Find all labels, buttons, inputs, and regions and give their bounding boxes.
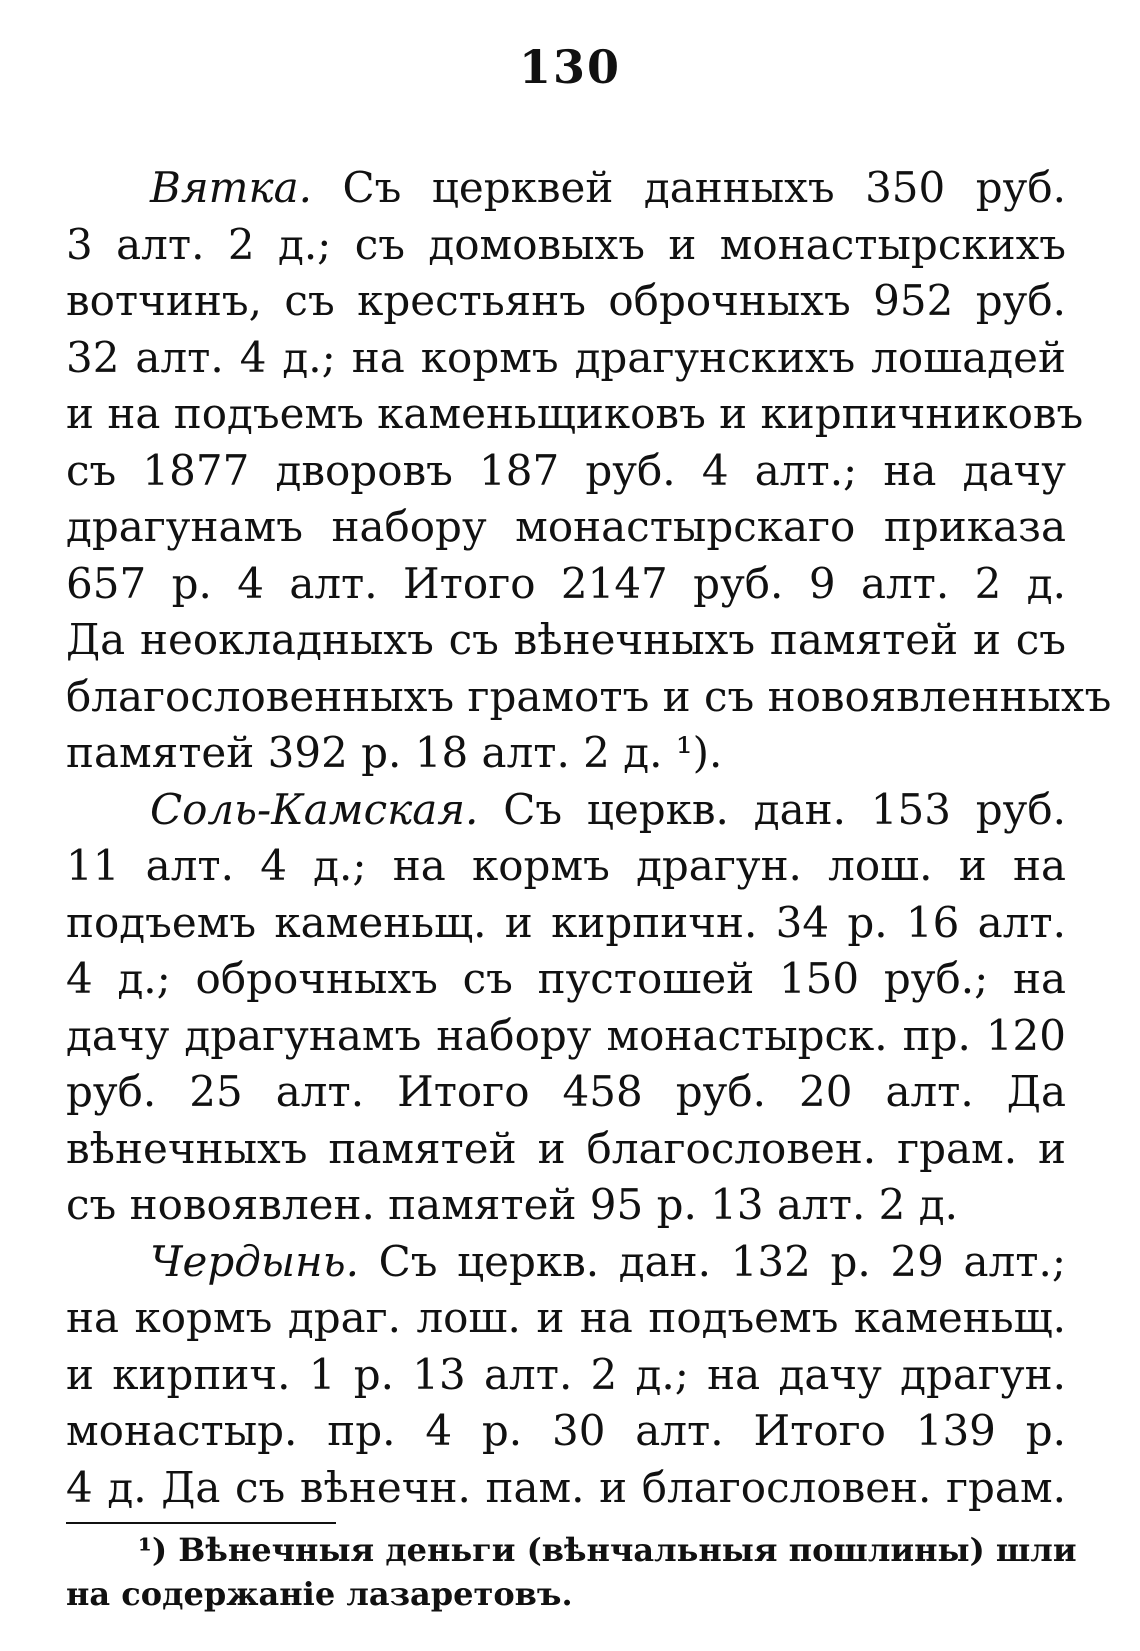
text-line: и на подъемъ каменьщиковъ и кирпичниковъ xyxy=(66,389,1084,438)
text-line: руб. 25 алт. Итого 458 руб. 20 алт. Да xyxy=(66,1067,1066,1116)
page-number: 130 xyxy=(518,40,622,94)
footnote-divider xyxy=(66,1522,336,1524)
text-line: съ 1877 дворовъ 187 руб. 4 алт.; на дачу xyxy=(66,445,1066,495)
place-name-cherdyn: Чердынь. xyxy=(150,1236,359,1286)
text-line: Вятка. Съ церквей данныхъ 350 руб. xyxy=(150,163,1066,212)
text-line: 4 д.; оброчныхъ съ пустошей 150 руб.; на xyxy=(66,954,1066,1003)
text-line: драгунамъ набору монастырскаго приказа xyxy=(66,502,1066,551)
footnote-line: на содержаніе лазаретовъ. xyxy=(66,1575,573,1613)
text-line: 3 алт. 2 д.; съ домовыхъ и монастырскихъ xyxy=(66,219,1066,269)
body-text xyxy=(66,160,1112,1516)
text-line: съ новоявлен. памятей 95 р. 13 алт. 2 д. xyxy=(66,1180,958,1229)
text-line: монастыр. пр. 4 р. 30 алт. Итого 139 р. xyxy=(66,1406,1066,1455)
text-line: благословенныхъ грамотъ и съ новоявленныхъ xyxy=(66,671,1112,721)
text-line: Соль-Камская. Съ церкв. дан. 153 руб. xyxy=(150,784,1066,834)
text-line: и кирпич. 1 р. 13 алт. 2 д.; на дачу драгун. xyxy=(66,1349,1066,1399)
text-line: Чердынь. Съ церкв. дан. 132 р. 29 алт.; xyxy=(150,1236,1066,1286)
text-line: памятей 392 р. 18 алт. 2 д. ¹). xyxy=(66,728,723,777)
text-line: 11 алт. 4 д.; на кормъ драгун. лош. и на xyxy=(66,841,1066,890)
text-line: Да неокладныхъ съ вѣнечныхъ памятей и съ xyxy=(66,615,1066,664)
place-name-sol-kamskaya: Соль-Камская. xyxy=(150,784,479,834)
footnote-line: ¹) Вѣнечныя деньги (вѣнчальныя пошлины) шли xyxy=(138,1531,1077,1569)
text-line: 4 д. Да съ вѣнечн. пам. и благословен. грам. xyxy=(66,1462,1066,1512)
text-line: дачу драгунамъ набору монастырск. пр. 120 xyxy=(66,1010,1066,1060)
place-name-vyatka: Вятка. xyxy=(150,163,312,212)
text-line: вѣнечныхъ памятей и благословен. грам. и xyxy=(66,1123,1066,1173)
text-line: 32 алт. 4 д.; на кормъ драгунскихъ лошадей xyxy=(66,332,1066,382)
text-line: на кормъ драг. лош. и на подъемъ каменьщ. xyxy=(66,1293,1066,1342)
text-line: подъемъ каменьщ. и кирпичн. 34 р. 16 алт. xyxy=(66,897,1066,947)
text-line: 657 р. 4 алт. Итого 2147 руб. 9 алт. 2 д. xyxy=(66,558,1066,608)
text-line: вотчинъ, съ крестьянъ оброчныхъ 952 руб. xyxy=(66,276,1066,325)
footnote xyxy=(66,1528,1077,1616)
